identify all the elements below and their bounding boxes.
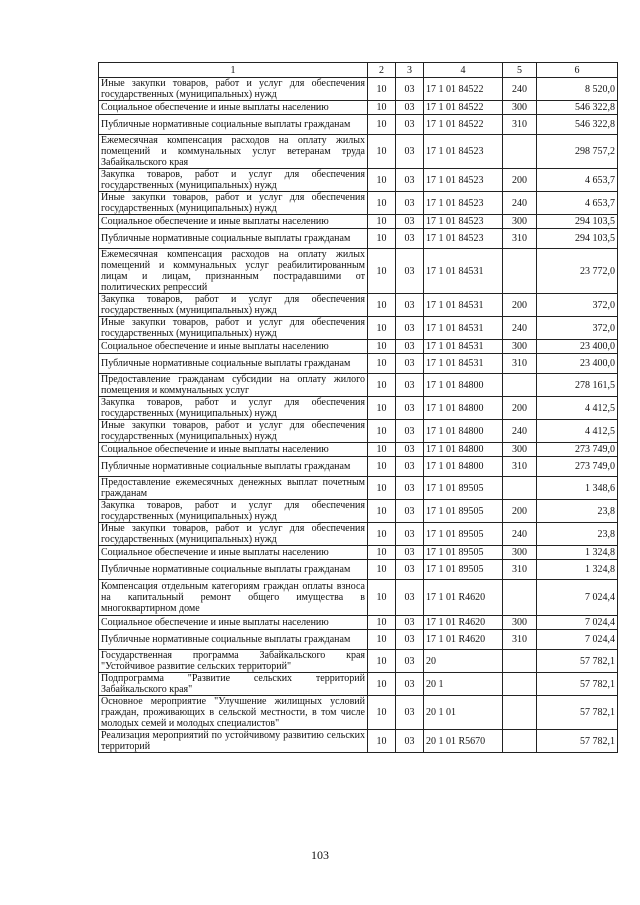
row-subsection: 03 (396, 420, 424, 443)
row-section: 10 (368, 457, 396, 477)
row-section: 10 (368, 294, 396, 317)
row-amount: 4 412,5 (537, 420, 618, 443)
row-name: Публичные нормативные социальные выплаты гражданам (99, 115, 368, 135)
row-amount: 1 324,8 (537, 546, 618, 560)
row-section: 10 (368, 101, 396, 115)
row-expense-type: 240 (503, 523, 537, 546)
row-section: 10 (368, 580, 396, 616)
col-number-5: 5 (503, 63, 537, 78)
table-row (99, 374, 618, 397)
row-section: 10 (368, 420, 396, 443)
row-section: 10 (368, 477, 396, 500)
row-subsection: 03 (396, 443, 424, 457)
row-name: Предоставление ежемесячных денежных выплат почетным гражданам (99, 477, 368, 500)
row-expense-type: 200 (503, 169, 537, 192)
row-name: Иные закупки товаров, работ и услуг для обеспечения государственных (муниципальных) нужд (99, 523, 368, 546)
row-amount: 273 749,0 (537, 443, 618, 457)
table-row (99, 340, 618, 354)
row-subsection: 03 (396, 169, 424, 192)
row-target-article: 17 1 01 89505 (424, 477, 503, 500)
table-row (99, 630, 618, 650)
row-subsection: 03 (396, 340, 424, 354)
row-name: Иные закупки товаров, работ и услуг для обеспечения государственных (муниципальных) нужд (99, 78, 368, 101)
row-section: 10 (368, 443, 396, 457)
row-expense-type (503, 580, 537, 616)
row-target-article: 20 (424, 650, 503, 673)
table-row (99, 354, 618, 374)
col-number-4: 4 (424, 63, 503, 78)
row-section: 10 (368, 523, 396, 546)
row-amount: 4 653,7 (537, 192, 618, 215)
row-target-article: 17 1 01 84523 (424, 215, 503, 229)
row-amount: 372,0 (537, 294, 618, 317)
row-expense-type (503, 696, 537, 730)
row-target-article: 17 1 01 84800 (424, 420, 503, 443)
row-section: 10 (368, 397, 396, 420)
row-section: 10 (368, 229, 396, 249)
row-section: 10 (368, 354, 396, 374)
row-amount: 8 520,0 (537, 78, 618, 101)
row-amount: 4 412,5 (537, 397, 618, 420)
row-name: Реализация мероприятий по устойчивому развитию сельских территорий (99, 730, 368, 753)
row-expense-type: 240 (503, 317, 537, 340)
row-target-article: 17 1 01 R4620 (424, 630, 503, 650)
row-subsection: 03 (396, 477, 424, 500)
row-section: 10 (368, 215, 396, 229)
row-subsection: 03 (396, 354, 424, 374)
row-name: Иные закупки товаров, работ и услуг для обеспечения государственных (муниципальных) нужд (99, 192, 368, 215)
row-expense-type: 310 (503, 560, 537, 580)
row-target-article: 17 1 01 84531 (424, 317, 503, 340)
row-expense-type: 310 (503, 229, 537, 249)
table-row (99, 580, 618, 616)
row-expense-type (503, 477, 537, 500)
row-amount: 23 772,0 (537, 249, 618, 294)
row-expense-type: 310 (503, 115, 537, 135)
row-amount: 273 749,0 (537, 457, 618, 477)
table-row (99, 249, 618, 294)
row-section: 10 (368, 650, 396, 673)
table-row (99, 546, 618, 560)
row-name: Социальное обеспечение и иные выплаты населению (99, 443, 368, 457)
table-row (99, 730, 618, 753)
row-subsection: 03 (396, 135, 424, 169)
row-subsection: 03 (396, 580, 424, 616)
col-number-3: 3 (396, 63, 424, 78)
row-subsection: 03 (396, 457, 424, 477)
row-target-article: 17 1 01 R4620 (424, 616, 503, 630)
row-name: Закупка товаров, работ и услуг для обеспечения государственных (муниципальных) нужд (99, 294, 368, 317)
row-name: Социальное обеспечение и иные выплаты населению (99, 546, 368, 560)
row-expense-type: 310 (503, 354, 537, 374)
row-name: Публичные нормативные социальные выплаты гражданам (99, 229, 368, 249)
row-expense-type: 300 (503, 616, 537, 630)
row-amount: 23,8 (537, 523, 618, 546)
row-target-article: 17 1 01 84522 (424, 101, 503, 115)
row-expense-type: 240 (503, 192, 537, 215)
table-row (99, 397, 618, 420)
row-target-article: 17 1 01 89505 (424, 500, 503, 523)
row-expense-type: 300 (503, 443, 537, 457)
row-amount: 4 653,7 (537, 169, 618, 192)
row-amount: 57 782,1 (537, 730, 618, 753)
row-section: 10 (368, 630, 396, 650)
row-subsection: 03 (396, 673, 424, 696)
row-subsection: 03 (396, 215, 424, 229)
table-row (99, 673, 618, 696)
row-name: Иные закупки товаров, работ и услуг для обеспечения государственных (муниципальных) нужд (99, 420, 368, 443)
row-section: 10 (368, 500, 396, 523)
row-name: Социальное обеспечение и иные выплаты населению (99, 101, 368, 115)
table-row (99, 420, 618, 443)
row-expense-type: 240 (503, 420, 537, 443)
row-amount: 23 400,0 (537, 340, 618, 354)
row-target-article: 20 1 (424, 673, 503, 696)
row-target-article: 17 1 01 84800 (424, 457, 503, 477)
table-row (99, 560, 618, 580)
row-name: Подпрограмма "Развитие сельских территорий Забайкальского края" (99, 673, 368, 696)
row-subsection: 03 (396, 730, 424, 753)
row-expense-type (503, 135, 537, 169)
row-section: 10 (368, 317, 396, 340)
table-row (99, 477, 618, 500)
row-name: Ежемесячная компенсация расходов на оплату жилых помещений и коммунальных услуг реабилитированным лицам и лицам, признанным пострадавшими от политических репрессий (99, 249, 368, 294)
row-name: Публичные нормативные социальные выплаты гражданам (99, 457, 368, 477)
row-target-article: 17 1 01 89505 (424, 560, 503, 580)
row-section: 10 (368, 169, 396, 192)
row-amount: 57 782,1 (537, 673, 618, 696)
row-name: Основное мероприятие "Улучшение жилищных условий граждан, проживающих в сельской местности, в том числе молодых семей и молодых специалистов" (99, 696, 368, 730)
row-subsection: 03 (396, 696, 424, 730)
row-subsection: 03 (396, 374, 424, 397)
row-amount: 294 103,5 (537, 215, 618, 229)
row-expense-type: 240 (503, 78, 537, 101)
row-target-article: 17 1 01 84800 (424, 397, 503, 420)
table-row (99, 78, 618, 101)
row-expense-type: 300 (503, 546, 537, 560)
row-subsection: 03 (396, 500, 424, 523)
row-target-article: 17 1 01 84531 (424, 340, 503, 354)
row-expense-type: 200 (503, 500, 537, 523)
row-section: 10 (368, 730, 396, 753)
row-expense-type: 310 (503, 630, 537, 650)
row-name: Публичные нормативные социальные выплаты гражданам (99, 630, 368, 650)
row-section: 10 (368, 560, 396, 580)
row-target-article: 17 1 01 84523 (424, 192, 503, 215)
row-amount: 7 024,4 (537, 580, 618, 616)
row-name: Социальное обеспечение и иные выплаты населению (99, 616, 368, 630)
row-expense-type: 300 (503, 101, 537, 115)
row-subsection: 03 (396, 192, 424, 215)
row-section: 10 (368, 673, 396, 696)
column-number-row (99, 63, 618, 78)
table-row (99, 115, 618, 135)
row-amount: 57 782,1 (537, 696, 618, 730)
row-amount: 7 024,4 (537, 616, 618, 630)
row-subsection: 03 (396, 650, 424, 673)
row-target-article: 17 1 01 84522 (424, 115, 503, 135)
row-expense-type (503, 374, 537, 397)
row-amount: 546 322,8 (537, 101, 618, 115)
row-subsection: 03 (396, 630, 424, 650)
row-subsection: 03 (396, 229, 424, 249)
table-row (99, 500, 618, 523)
row-amount: 372,0 (537, 317, 618, 340)
table-row (99, 317, 618, 340)
row-amount: 7 024,4 (537, 630, 618, 650)
row-target-article: 17 1 01 84531 (424, 354, 503, 374)
budget-table (98, 62, 618, 753)
row-subsection: 03 (396, 546, 424, 560)
row-expense-type (503, 249, 537, 294)
row-section: 10 (368, 115, 396, 135)
row-target-article: 20 1 01 R5670 (424, 730, 503, 753)
row-amount: 23,8 (537, 500, 618, 523)
row-subsection: 03 (396, 397, 424, 420)
row-amount: 57 782,1 (537, 650, 618, 673)
table-row (99, 192, 618, 215)
col-number-6: 6 (537, 63, 618, 78)
row-section: 10 (368, 616, 396, 630)
row-section: 10 (368, 135, 396, 169)
row-target-article: 17 1 01 84523 (424, 135, 503, 169)
row-expense-type (503, 650, 537, 673)
row-expense-type: 300 (503, 340, 537, 354)
row-subsection: 03 (396, 78, 424, 101)
row-subsection: 03 (396, 523, 424, 546)
row-subsection: 03 (396, 101, 424, 115)
table-body (99, 78, 618, 753)
row-subsection: 03 (396, 317, 424, 340)
row-target-article: 17 1 01 84523 (424, 169, 503, 192)
row-expense-type: 200 (503, 397, 537, 420)
table-row (99, 616, 618, 630)
row-name: Публичные нормативные социальные выплаты гражданам (99, 560, 368, 580)
row-expense-type: 310 (503, 457, 537, 477)
row-name: Закупка товаров, работ и услуг для обеспечения государственных (муниципальных) нужд (99, 500, 368, 523)
row-expense-type: 300 (503, 215, 537, 229)
table-row (99, 523, 618, 546)
row-expense-type: 200 (503, 294, 537, 317)
row-subsection: 03 (396, 294, 424, 317)
row-expense-type (503, 730, 537, 753)
table-row (99, 457, 618, 477)
row-name: Государственная программа Забайкальского края "Устойчивое развитие сельских территорий" (99, 650, 368, 673)
row-name: Социальное обеспечение и иные выплаты населению (99, 215, 368, 229)
row-subsection: 03 (396, 249, 424, 294)
row-section: 10 (368, 78, 396, 101)
row-target-article: 17 1 01 R4620 (424, 580, 503, 616)
row-subsection: 03 (396, 560, 424, 580)
row-amount: 278 161,5 (537, 374, 618, 397)
row-section: 10 (368, 192, 396, 215)
table-row (99, 650, 618, 673)
row-name: Предоставление гражданам субсидии на оплату жилого помещения и коммунальных услуг (99, 374, 368, 397)
row-name: Закупка товаров, работ и услуг для обеспечения государственных (муниципальных) нужд (99, 397, 368, 420)
row-section: 10 (368, 374, 396, 397)
table-row (99, 229, 618, 249)
budget-table-sheet (98, 62, 617, 753)
row-target-article: 17 1 01 84531 (424, 249, 503, 294)
table-row (99, 443, 618, 457)
row-name: Иные закупки товаров, работ и услуг для обеспечения государственных (муниципальных) нужд (99, 317, 368, 340)
row-subsection: 03 (396, 115, 424, 135)
table-row (99, 294, 618, 317)
row-name: Социальное обеспечение и иные выплаты населению (99, 340, 368, 354)
page-number: 103 (311, 848, 329, 862)
row-subsection: 03 (396, 616, 424, 630)
row-target-article: 17 1 01 84523 (424, 229, 503, 249)
row-target-article: 17 1 01 89505 (424, 546, 503, 560)
row-target-article: 17 1 01 84800 (424, 443, 503, 457)
col-number-2: 2 (368, 63, 396, 78)
row-amount: 1 348,6 (537, 477, 618, 500)
row-section: 10 (368, 696, 396, 730)
row-name: Компенсация отдельным категориям граждан оплаты взноса на капитальный ремонт общего имущества в многоквартирном доме (99, 580, 368, 616)
row-target-article: 20 1 01 (424, 696, 503, 730)
row-expense-type (503, 673, 537, 696)
row-name: Закупка товаров, работ и услуг для обеспечения государственных (муниципальных) нужд (99, 169, 368, 192)
table-row (99, 101, 618, 115)
row-section: 10 (368, 249, 396, 294)
table-row (99, 169, 618, 192)
row-name: Публичные нормативные социальные выплаты гражданам (99, 354, 368, 374)
row-target-article: 17 1 01 84800 (424, 374, 503, 397)
row-target-article: 17 1 01 84531 (424, 294, 503, 317)
row-section: 10 (368, 546, 396, 560)
row-name: Ежемесячная компенсация расходов на оплату жилых помещений и коммунальных услуг ветеранам труда Забайкальского края (99, 135, 368, 169)
row-amount: 298 757,2 (537, 135, 618, 169)
table-row (99, 215, 618, 229)
row-amount: 23 400,0 (537, 354, 618, 374)
row-target-article: 17 1 01 84522 (424, 78, 503, 101)
table-row (99, 696, 618, 730)
col-number-1: 1 (99, 63, 368, 78)
row-section: 10 (368, 340, 396, 354)
row-amount: 294 103,5 (537, 229, 618, 249)
row-amount: 1 324,8 (537, 560, 618, 580)
table-row (99, 135, 618, 169)
row-target-article: 17 1 01 89505 (424, 523, 503, 546)
row-amount: 546 322,8 (537, 115, 618, 135)
